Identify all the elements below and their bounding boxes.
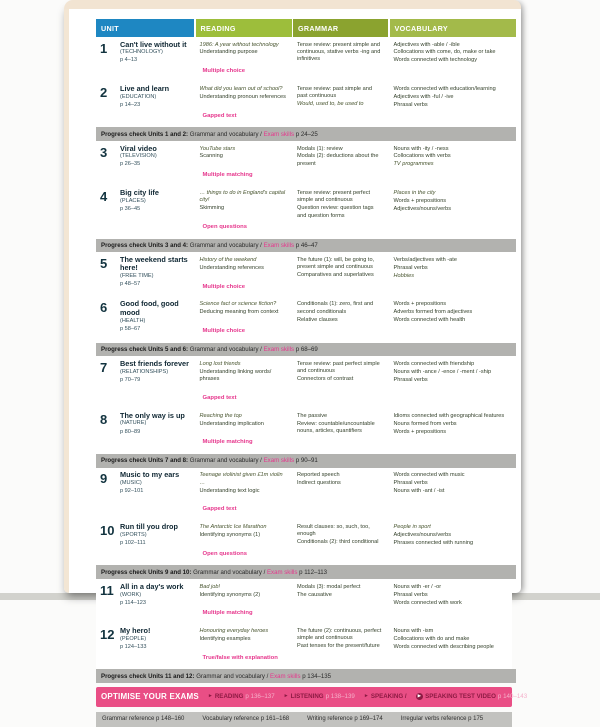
reference-footer	[96, 712, 512, 727]
text-line: Long lost friends	[199, 360, 241, 367]
reference-item: Grammar reference p 148–160	[102, 716, 185, 723]
unit-topic: (PLACES)	[120, 197, 146, 204]
reading-cell	[196, 254, 292, 297]
text-line: Understanding linking words/ phrases	[199, 368, 272, 383]
exam-task-tag: Multiple choice	[200, 67, 249, 76]
unit-number: 2	[100, 84, 108, 100]
unit-title: Viral video	[120, 143, 157, 153]
unit-cell	[96, 298, 194, 341]
reference-item: Vocabulary reference p 161–168	[202, 716, 290, 723]
text-line: Hobbies	[393, 272, 415, 279]
text-line: Identifying synonyms (1)	[199, 531, 261, 538]
progress-check-pages: p 68–69	[295, 346, 318, 354]
reference-item: Writing reference p 169–174	[307, 716, 383, 723]
text-line: Words + prepositions	[393, 197, 447, 204]
exam-section-item	[364, 693, 407, 700]
unit-pages: p 58–67	[120, 325, 141, 332]
text-line: The Antarctic Ice Marathon	[199, 523, 267, 530]
reading-cell	[196, 410, 292, 453]
unit-pages: p 114–123	[120, 599, 147, 606]
unit-pages: p 36–45	[120, 205, 141, 212]
unit-info	[120, 145, 191, 182]
unit-topic: (PEOPLE)	[120, 635, 147, 642]
progress-check-row	[96, 343, 516, 357]
grammar-cell	[293, 625, 388, 668]
exam-task-tag-wrap	[200, 497, 288, 515]
text-line: Understanding purpose	[199, 49, 258, 56]
text-line: Collocations with do and make	[393, 635, 470, 642]
exam-task-tag: Multiple matching	[200, 438, 256, 447]
grammar-cell	[293, 469, 388, 519]
exam-task-tag: Multiple choice	[200, 282, 249, 291]
exam-task-tag: Multiple choice	[200, 327, 249, 336]
text-line: Idioms connected with geographical features	[393, 412, 505, 419]
unit-title: Good food, good mood	[120, 299, 179, 317]
text-line: Conditionals (1): zero, first and second conditionals	[297, 301, 374, 315]
text-line: Words + prepositions	[393, 301, 447, 308]
reading-cell	[196, 625, 292, 668]
unit-cell	[96, 143, 194, 186]
book-page	[64, 0, 528, 723]
exam-task-tag-wrap	[200, 542, 288, 560]
progress-check-label: Progress check Units 9 and 10:	[101, 568, 194, 576]
text-line: People in sport	[393, 523, 431, 530]
text-line: Bad job!	[199, 583, 221, 590]
text-line: Nouns with -er / -or	[393, 583, 442, 590]
progress-check-exam-skills: Exam skills	[270, 672, 301, 680]
progress-check-exam-skills: Exam skills	[263, 242, 295, 250]
text-line: Words connected with friendship	[393, 360, 475, 367]
vocabulary-cell	[390, 187, 516, 237]
text-line: Past tenses for the present/future	[297, 643, 380, 650]
progress-check-pages: p 90–91	[295, 457, 318, 465]
text-line: The passive	[297, 412, 328, 419]
unit-pages: p 92–101	[120, 488, 144, 495]
unit-number: 1	[100, 40, 108, 56]
text-line: Verbs/adjectives with -ate	[393, 256, 457, 263]
exam-task-tag-wrap	[200, 386, 288, 404]
unit-topic: (SPORTS)	[120, 531, 147, 538]
text-line: Question review: question tags and question forms	[297, 205, 374, 219]
unit-topic: (NATURE)	[120, 420, 147, 427]
text-line: The future (1): will, be going to, present simple and continuous	[297, 256, 375, 271]
exam-task-tag: Multiple matching	[200, 171, 256, 180]
unit-title: All in a day's work	[120, 581, 184, 591]
text-line: Understanding pronoun references	[199, 93, 286, 100]
text-line: Modals (3): modal perfect	[297, 583, 361, 590]
progress-check-pages: p 46–47	[295, 242, 318, 250]
unit-pages: p 80–89	[120, 428, 141, 435]
exam-task-tag-wrap	[200, 646, 288, 664]
unit-info	[120, 627, 191, 664]
text-line: Words connected with music	[393, 472, 465, 479]
text-line: Identifying examples	[199, 635, 251, 642]
progress-check-exam-skills: Exam skills	[263, 346, 295, 354]
text-line: Tense review: present perfect simple and continuous	[297, 189, 371, 204]
vocabulary-cell	[390, 143, 516, 186]
text-line: Adjectives with -able / -ible	[393, 41, 460, 48]
unit-topic: (TECHNOLOGY)	[120, 49, 163, 56]
grammar-cell	[293, 83, 388, 126]
contents-page	[64, 9, 528, 727]
unit-info	[120, 471, 191, 515]
text-line: Modals (2): deductions about the present	[297, 153, 379, 167]
progress-check-exam-skills: Exam skills	[263, 130, 295, 138]
unit-info	[120, 256, 191, 293]
unit-topic: (HEALTH)	[120, 317, 146, 324]
text-line: Adjectives with -ful / -ive	[393, 93, 454, 100]
unit-cell	[96, 581, 194, 624]
unit-info	[120, 360, 191, 404]
unit-title: The only way is up	[120, 410, 185, 420]
text-line: Phrasal verbs	[393, 591, 428, 598]
grammar-cell	[293, 581, 388, 624]
text-line: Reported speech	[297, 472, 340, 479]
progress-check-pages: p 112–113	[299, 568, 328, 576]
arrow-icon: ►	[363, 693, 369, 700]
unit-title: Can't live without it	[120, 39, 187, 49]
reading-cell	[196, 298, 292, 341]
exam-section-pages: p 138–139	[325, 693, 355, 701]
grammar-cell	[293, 187, 388, 237]
progress-check-exam-skills: Exam skills	[266, 568, 298, 576]
unit-info	[120, 41, 191, 78]
unit-pages: p 102–111	[120, 539, 146, 546]
column-header-reading: READING	[196, 19, 292, 37]
exam-section-item	[284, 693, 355, 700]
progress-check-exam-skills: Exam skills	[263, 457, 295, 465]
vocabulary-cell	[390, 469, 516, 519]
unit-cell	[96, 625, 194, 668]
progress-check-content: Grammar and vocabulary /	[196, 672, 271, 680]
text-line: Tense review: present simple and continuous, stative verbs -ing and infinitives	[297, 41, 381, 63]
text-line: Words + prepositions	[393, 428, 447, 435]
exam-task-tag-wrap	[200, 59, 288, 77]
unit-title: Big city life	[120, 187, 159, 197]
text-line: Adjectives/nouns/verbs	[393, 205, 452, 212]
vocabulary-cell	[390, 521, 516, 564]
arrow-icon: ►	[207, 693, 213, 700]
unit-cell	[96, 469, 194, 519]
syllabus-table	[96, 19, 512, 683]
text-line: Comparatives and superlatives	[297, 272, 374, 279]
text-line: Relative clauses	[297, 316, 338, 323]
progress-check-content: Grammar and vocabulary /	[193, 568, 267, 576]
unit-topic: (FREE TIME)	[120, 273, 154, 280]
grammar-cell	[293, 298, 388, 341]
text-line: Result clauses: so, such, too, enough	[297, 523, 370, 538]
text-line: Nouns with -ity / -ness	[393, 145, 449, 152]
exam-section-item	[416, 693, 528, 701]
exam-section-pages: p 136–137	[245, 693, 275, 701]
text-line: Connectors of contrast	[297, 376, 354, 383]
text-line: Would, used to, be used to	[297, 101, 364, 108]
text-line: Nouns with -ism	[393, 627, 434, 634]
reading-cell	[196, 39, 292, 82]
progress-check-label: Progress check Units 3 and 4:	[101, 242, 190, 250]
unit-number: 8	[100, 411, 108, 427]
text-line: Teenage violinist given £1m violin …	[199, 472, 283, 486]
text-line: The future (2): continuous, perfect simple and continuous	[297, 627, 382, 642]
text-line: Conditionals (2): third conditional	[297, 539, 379, 546]
text-line: Phrasal verbs	[393, 264, 428, 271]
reading-cell	[196, 83, 292, 126]
reference-item: Irregular verbs reference p 175	[400, 716, 484, 723]
vocabulary-cell	[390, 298, 516, 341]
vocabulary-cell	[390, 410, 516, 453]
exam-task-tag: Gapped text	[200, 394, 240, 403]
unit-pages: p 124–133	[120, 643, 147, 650]
text-line: Tense review: past perfect simple and continuous	[297, 360, 380, 375]
unit-number: 9	[100, 471, 108, 487]
unit-info	[120, 412, 191, 449]
exam-task-tag: Gapped text	[200, 111, 240, 120]
text-line: Science fact or science fiction?	[199, 301, 277, 308]
exam-task-tag-wrap	[200, 275, 288, 293]
exams-bar-title: OPTIMISE YOUR EXAMS	[101, 692, 199, 702]
text-line: Places in the city	[393, 189, 436, 196]
exam-task-tag: True/false with explanation	[200, 653, 281, 662]
text-line: 1986: A year without technology	[199, 41, 279, 48]
progress-check-content: Grammar and vocabulary /	[189, 457, 264, 465]
progress-check-row	[96, 239, 516, 253]
progress-check-row	[96, 565, 516, 579]
text-line: The causative	[297, 591, 332, 598]
column-header-vocabulary: VOCABULARY	[390, 19, 516, 37]
unit-info	[120, 583, 191, 620]
text-line: Words connected with education/learning	[393, 85, 496, 92]
text-line: Adverbs formed from adjectives	[393, 309, 473, 316]
unit-title: Best friends forever	[120, 358, 189, 368]
unit-title: Music to my ears	[120, 470, 180, 480]
text-line: Tense review: past simple and past continuous	[297, 85, 372, 100]
exam-task-tag-wrap	[200, 430, 288, 448]
unit-pages: p 4–13	[120, 57, 138, 64]
unit-cell	[96, 187, 194, 237]
progress-check-pages: p 24–25	[295, 130, 318, 138]
unit-number: 5	[100, 255, 108, 271]
grammar-cell	[293, 358, 388, 408]
text-line: … things to do in England's capital city!	[199, 189, 286, 204]
exam-section-item	[208, 693, 275, 700]
unit-cell	[96, 39, 194, 82]
exam-section-pages: p 140–143	[497, 693, 528, 701]
reading-cell	[196, 469, 292, 519]
text-line: Nouns with -ant / -ist	[393, 488, 445, 495]
text-line: Modals (1): review	[297, 145, 343, 152]
vocabulary-cell	[390, 625, 516, 668]
unit-number: 6	[100, 300, 108, 316]
progress-check-content: Grammar and vocabulary /	[189, 242, 264, 250]
grammar-cell	[293, 254, 388, 297]
text-line: Phrasal verbs	[393, 376, 428, 383]
text-line: Phrases connected with running	[393, 539, 474, 546]
text-line: Adjectives/nouns/verbs	[393, 531, 452, 538]
exam-task-tag-wrap	[200, 215, 288, 233]
text-line: Deducing meaning from context	[199, 309, 279, 316]
unit-number: 7	[100, 359, 108, 375]
text-line: Words connected with work	[393, 599, 462, 606]
text-line: Scanning	[199, 153, 223, 160]
reading-cell	[196, 581, 292, 624]
grammar-cell	[293, 39, 388, 82]
unit-cell	[96, 410, 194, 453]
arrow-icon: ►	[283, 693, 289, 700]
vocabulary-cell	[390, 83, 516, 126]
text-line: Phrasal verbs	[393, 480, 428, 487]
text-line: Words connected with technology	[393, 57, 478, 64]
text-line: Identifying synonyms (2)	[199, 591, 261, 598]
progress-check-label: Progress check Units 11 and 12:	[101, 672, 197, 680]
vocabulary-cell	[390, 254, 516, 297]
unit-number: 12	[100, 626, 115, 642]
unit-topic: (RELATIONSHIPS)	[120, 368, 169, 375]
page-edge-top	[64, 0, 521, 9]
unit-number: 10	[100, 522, 115, 538]
text-line: Collocations with verbs	[393, 153, 451, 160]
text-line: Review: countable/uncountable nouns, articles, quantifiers	[297, 420, 375, 434]
video-icon: ▶	[416, 693, 424, 701]
unit-number: 3	[100, 144, 108, 160]
text-line: Honouring everyday heroes	[199, 627, 269, 634]
unit-title: Live and learn	[120, 83, 170, 93]
exam-task-tag: Multiple matching	[200, 609, 256, 618]
optimise-your-exams-bar	[96, 687, 528, 707]
text-line: Collocations with come, do, make or take	[393, 49, 496, 56]
text-line: Phrasal verbs	[393, 101, 428, 108]
unit-pages: p 26–35	[120, 161, 141, 168]
exam-task-tag-wrap	[200, 163, 288, 181]
text-line: Nouns formed from verbs	[393, 420, 457, 427]
progress-check-content: Grammar and vocabulary /	[189, 346, 264, 354]
unit-number: 4	[100, 188, 108, 204]
exam-section-label: SPEAKING TEST VIDEO	[425, 693, 496, 701]
grammar-cell	[293, 521, 388, 564]
unit-topic: (TELEVISION)	[120, 153, 157, 160]
progress-check-label: Progress check Units 7 and 8:	[101, 457, 190, 465]
unit-topic: (MUSIC)	[120, 480, 142, 487]
reading-cell	[196, 187, 292, 237]
exam-task-tag-wrap	[200, 319, 288, 337]
text-line: Indirect questions	[297, 480, 341, 487]
vocabulary-cell	[390, 39, 516, 82]
text-line: Understanding implication	[199, 420, 264, 427]
vocabulary-cell	[390, 358, 516, 408]
unit-title: Run till you drop	[120, 521, 178, 531]
unit-cell	[96, 83, 194, 126]
exam-section-label: LISTENING	[290, 693, 324, 701]
unit-pages: p 48–57	[120, 281, 141, 288]
reading-cell	[196, 358, 292, 408]
exam-section-label: SPEAKING /	[370, 693, 407, 701]
exam-task-tag: Open questions	[200, 223, 251, 232]
reading-cell	[196, 521, 292, 564]
exam-task-tag-wrap	[200, 601, 288, 619]
text-line: What did you learn out of school?	[199, 85, 283, 92]
unit-info	[120, 189, 191, 233]
text-line: Understanding text logic	[199, 487, 260, 494]
text-line: Skimming	[199, 205, 225, 212]
exam-task-tag: Open questions	[200, 549, 251, 558]
text-line: Understanding references	[199, 264, 264, 271]
text-line: Words connected with describing people	[393, 643, 494, 650]
reading-cell	[196, 143, 292, 186]
unit-title: The weekend starts here!	[120, 254, 188, 273]
text-line: Reaching the top	[199, 412, 242, 419]
unit-number: 11	[100, 582, 114, 598]
progress-check-label: Progress check Units 5 and 6:	[101, 346, 190, 354]
text-line: History of the weekend	[199, 256, 257, 263]
column-header-unit: UNIT	[96, 19, 194, 37]
progress-check-row	[96, 127, 516, 141]
grammar-cell	[293, 410, 388, 453]
unit-info	[120, 523, 191, 560]
unit-cell	[96, 254, 194, 297]
unit-pages: p 70–79	[120, 376, 141, 383]
text-line: Words connected with health	[393, 317, 466, 324]
grammar-cell	[293, 143, 388, 186]
column-header-grammar: GRAMMAR	[293, 19, 388, 37]
exam-section-label: READING	[214, 693, 244, 701]
unit-info	[120, 85, 191, 122]
text-line: Nouns with -ance / -ence / -ment / -ship	[393, 368, 492, 375]
progress-check-pages: p 134–135	[302, 672, 332, 680]
unit-cell	[96, 358, 194, 408]
progress-check-label: Progress check Units 1 and 2:	[101, 130, 190, 138]
progress-check-content: Grammar and vocabulary /	[189, 130, 264, 138]
unit-info	[120, 300, 191, 337]
unit-cell	[96, 521, 194, 564]
unit-topic: (EDUCATION)	[120, 93, 157, 100]
unit-topic: (WORK)	[120, 591, 142, 598]
exam-task-tag-wrap	[200, 104, 288, 122]
text-line: YouTube stars	[199, 145, 236, 152]
vocabulary-cell	[390, 581, 516, 624]
progress-check-row	[96, 669, 516, 683]
unit-pages: p 14–23	[120, 101, 141, 108]
unit-title: My hero!	[120, 625, 151, 635]
progress-check-row	[96, 454, 516, 468]
exam-task-tag: Gapped text	[200, 505, 240, 514]
text-line: TV programmes	[393, 161, 434, 168]
